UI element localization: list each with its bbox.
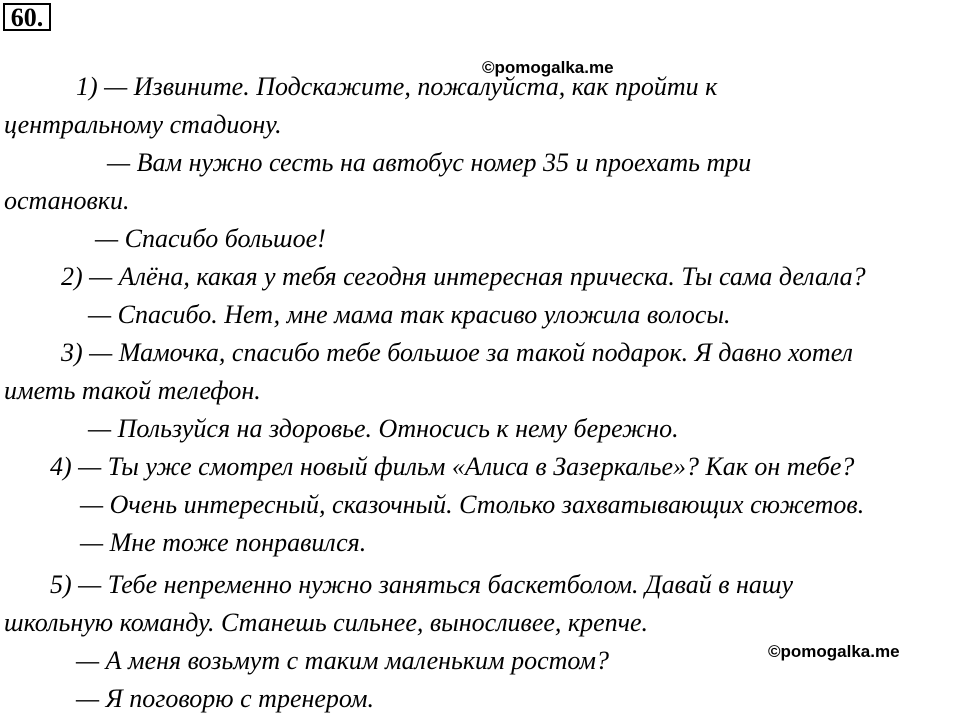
text-line: — Вам нужно сесть на автобус номер 35 и проехать три xyxy=(107,148,752,177)
text-line: 3) — Мамочка, спасибо тебе большое за такой подарок. Я давно хотел xyxy=(61,338,853,367)
text-line: — Я поговорю с тренером. xyxy=(76,684,375,713)
watermark-top: ©pomogalka.me xyxy=(482,58,614,77)
text-line: 2) — Алёна, какая у тебя сегодня интересная прическа. Ты сама делала? xyxy=(61,262,866,291)
text-line: — Мне тоже понравился. xyxy=(80,528,367,557)
text-line: иметь такой телефон. xyxy=(4,376,261,405)
text-line: — Пользуйся на здоровье. Относись к нему бережно. xyxy=(88,414,679,443)
watermark-bottom: ©pomogalka.me xyxy=(768,642,900,661)
text-line: — А меня возьмут с таким маленьким ростом? xyxy=(76,646,610,675)
text-line: школьную команду. Станешь сильнее, выносливее, крепче. xyxy=(4,608,649,637)
text-line: центральному стадиону. xyxy=(4,110,282,139)
text-line: — Спасибо. Нет, мне мама так красиво уложила волосы. xyxy=(88,300,731,329)
text-line: — Очень интересный, сказочный. Столько захватывающих сюжетов. xyxy=(80,490,865,519)
text-line: 4) — Ты уже смотрел новый фильм «Алиса в Зазеркалье»? Как он тебе? xyxy=(50,452,855,481)
text-line: 5) — Тебе непременно нужно заняться баскетболом. Давай в нашу xyxy=(50,570,794,599)
text-line: — Спасибо большое! xyxy=(95,224,326,253)
exercise-number: 60. xyxy=(3,3,51,31)
text-line: остановки. xyxy=(4,186,130,215)
text-line: 1) — Извините. Подскажите, пожалуйста, как пройти к xyxy=(76,72,718,101)
